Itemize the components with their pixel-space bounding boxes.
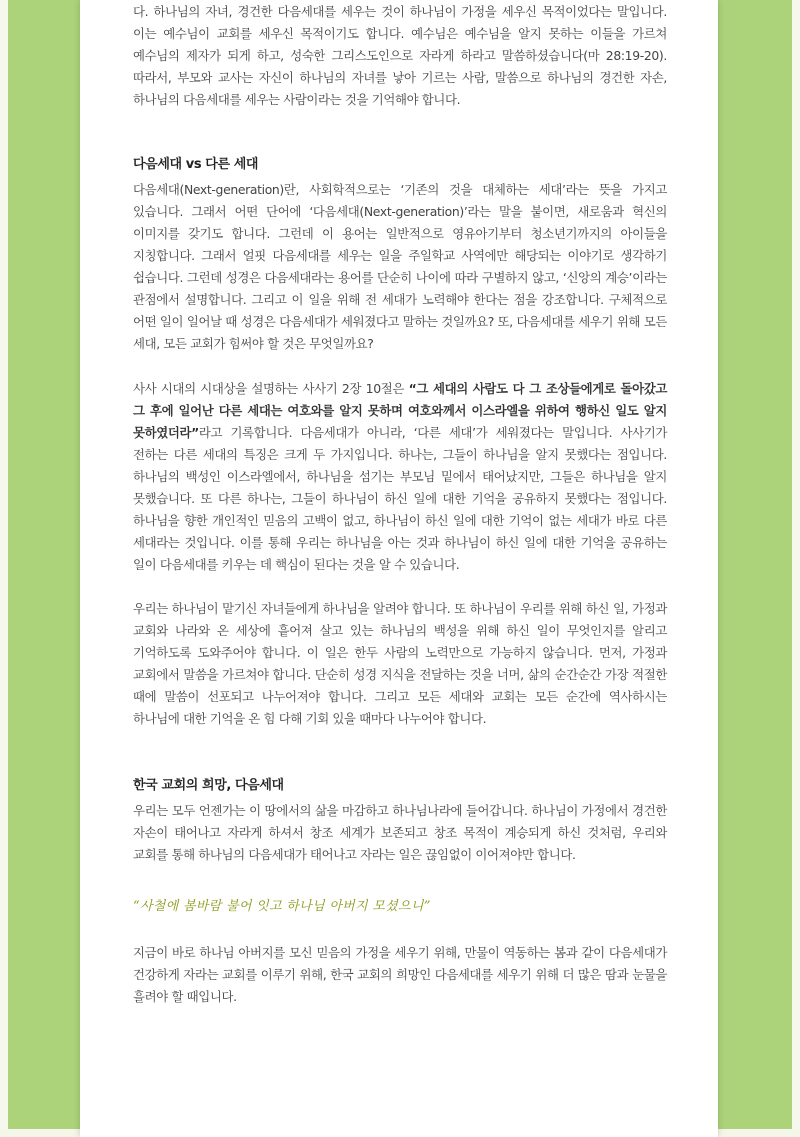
paragraph-2-lead: 사사 시대의 시대상을 설명하는 사사기 2장 10절은 <box>133 381 409 396</box>
section-heading-next-vs-other: 다음세대 vs 다른 세대 <box>133 157 259 172</box>
section2-paragraph-1: 우리는 모두 언젠가는 이 땅에서의 삶을 마감하고 하나님나라에 들어갑니다. 하나님이 가정에서 경건한 자손이 태어나고 자라게 하셔서 창조 세계가 보존되고 창조 목적이 계승되게 하신 것처럼, 우리와 교회를 통해 하나님의 다음세대가 태어나고 자라는 일은 끊임없이 이어져야만 합니다. <box>133 803 667 862</box>
handwritten-quote: “사철에 봄바람 불어 잇고 하나님 아버지 모셨으니” <box>133 899 431 914</box>
section1-paragraph-1: 다음세대(Next-generation)란, 사회학적으로는 ‘기존의 것을 대체하는 세대’라는 뜻을 가지고 있습니다. 그래서 어떤 단어에 ‘다음세대(Next-generation)’라는 말을 붙이면, 새로움과 혁신의 이미지를 갖기도 합니다. 그런데 이 용어는 일반적으로 영유아기부터 청소년기까지의 아이들을 지칭합니다. 그래서 얼핏 다음세대를 세우는 일을 주일학교 사역에만 해당되는 이야기로 생각하기 쉽습니다. 그런데 성경은 다음세대라는 용어를 단순히 나이에 따라 구별하지 않고, ‘신앙의 계승’이라는 관점에서 설명합니다. 그리고 이 일을 위해 전 세대가 노력해야 한다는 점을 강조합니다. 구체적으로 어떤 일이 일어날 때 성경은 다음세대가 세워졌다고 말하는 것일까요? 또, 다음세대를 세우기 위해 모든 세대, 모든 교회가 힘써야 할 것은 무엇일까요? <box>133 182 667 351</box>
intro-paragraph: 다. 하나님의 자녀, 경건한 다음세대를 세우는 것이 하나님이 가정을 세우신 목적이었다는 말입니다. 이는 예수님이 교회를 세우신 목적이기도 합니다. 예수님은 예수님을 알지 못하는 이들을 가르쳐 예수님의 제자가 되게 하고, 성숙한 그리스도인으로 자라게 하라고 말씀하셨습니다(마 28:19-20). 따라서, 부모와 교사는 자신이 하나님의 자녀를 낳아 기르는 사람, 말씀으로 하나님의 경건한 자손, 하나님의 다음세대를 세우는 사람이라는 것을 기억해야 합니다. <box>133 4 667 107</box>
paragraph-2-rest: 라고 기록합니다. 다음세대가 아니라, ‘다른 세대’가 세워졌다는 말입니다. 사사기가 전하는 다른 세대의 특징은 크게 두 가지입니다. 하나는, 그들이 하나님을 알지 못했다는 점입니다. 하나님의 백성인 이스라엘에서, 하나님을 섬기는 부모님 밑에서 태어났지만, 그들은 하나님을 알지 못했습니다. 또 다른 하나는, 그들이 하나님이 하신 일에 대한 기억을 공유하지 못했다는 점입니다. 하나님을 향한 개인적인 믿음의 고백이 없고, 하나님이 하신 일에 대한 기억이 없는 세대가 바로 다른 세대라는 것입니다. 이를 통해 우리는 하나님을 아는 것과 하나님이 하신 일에 대한 기억을 공유하는 일이 다음세대를 키우는 데 핵심이 된다는 것을 알 수 있습니다. <box>133 425 667 572</box>
section-heading-korean-church-hope: 한국 교회의 희망, 다음세대 <box>133 778 284 793</box>
page-paper <box>80 0 718 1137</box>
section2-paragraph-2: 지금이 바로 하나님 아버지를 모신 믿음의 가정을 세우기 위해, 만물이 역동하는 봄과 같이 다음세대가 건강하게 자라는 교회를 이루기 위해, 한국 교회의 희망인 다음세대를 세우기 위해 더 많은 땀과 눈물을 흘려야 할 때입니다. <box>133 945 667 1004</box>
scripture-quote-judges: “그 세대의 사람도 다 그 조상들에게로 돌아갔고 그 후에 일어난 다른 세대는 여호와를 알지 못하며 여호와께서 이스라엘을 위하여 행하신 일도 알지 못하였더라” <box>133 381 667 440</box>
section1-paragraph-2 <box>133 378 667 576</box>
section1-paragraph-3: 우리는 하나님이 맡기신 자녀들에게 하나님을 알려야 합니다. 또 하나님이 우리를 위해 하신 일, 가정과 교회와 나라와 온 세상에 흩어져 살고 있는 하나님의 백성을 위해 하신 일이 무엇인지를 알리고 기억하도록 도와주어야 합니다. 이 일은 한두 사람의 노력만으로 가능하지 않습니다. 먼저, 가정과 교회에서 말씀을 가르쳐야 합니다. 단순히 성경 지식을 전달하는 것을 너머, 삶의 순간순간 가장 적절한 때에 말씀이 선포되고 나누어져야 합니다. 그리고 모든 세대와 교회는 모든 순간에 역사하시는 하나님에 대한 기억을 온 힘 다해 기회 있을 때마다 나누어야 합니다. <box>133 601 667 726</box>
